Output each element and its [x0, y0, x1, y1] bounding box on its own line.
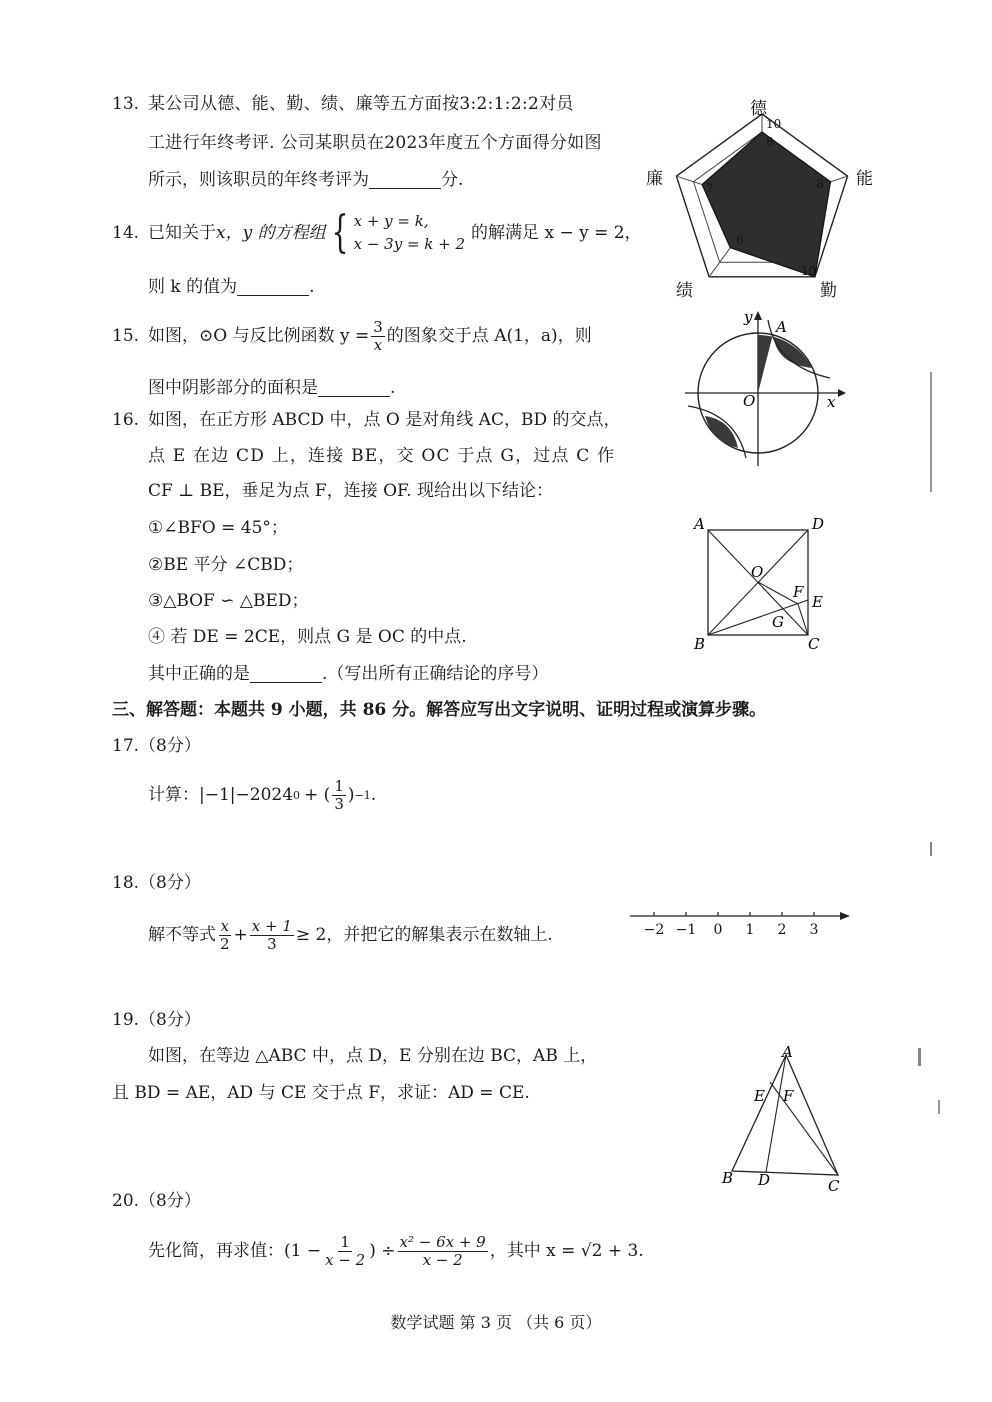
q18-plus: + — [233, 924, 248, 945]
q19-line1: 如图，在等边 △ABC 中，点 D，E 分别在边 BC，AB 上， — [148, 1046, 598, 1066]
q14-text-a: 已知关于 — [148, 222, 216, 243]
q16-number: 16. — [112, 410, 140, 430]
q18-text-a: 解不等式 — [148, 924, 216, 945]
q15-line1 — [148, 312, 592, 360]
q15-fraction — [371, 317, 385, 354]
q20-expression — [148, 1226, 644, 1276]
q13-line3-b: 分. — [441, 170, 464, 190]
q14-line1 — [148, 205, 642, 261]
radar-axis-label: 能 — [856, 169, 873, 189]
radar-axis-label: 廉 — [646, 169, 663, 189]
radar-axis-label: 绩 — [676, 281, 693, 301]
q20-f2-den: x − 2 — [422, 1250, 463, 1269]
q14-line2 — [148, 277, 315, 296]
q16-label-g: G — [772, 613, 784, 631]
q17-fraction — [332, 776, 346, 813]
q18-axis-arrow — [840, 912, 850, 920]
q16-line-of — [758, 582, 798, 604]
q18-tick-label: 0 — [713, 922, 723, 938]
q16-label-o: O — [751, 563, 764, 581]
q13-line3 — [148, 170, 463, 189]
q18-f2-num: x + 1 — [251, 916, 292, 935]
q13-answer-blank[interactable] — [369, 170, 441, 189]
q17-sup-0: 0 — [293, 788, 301, 802]
q16-label-c: C — [808, 635, 820, 653]
q20-text-a: 先化简，再求值：(1 − — [148, 1240, 322, 1261]
q18-tick-label: 1 — [745, 922, 755, 938]
q19-label-a: A — [782, 1043, 793, 1061]
q15-figure — [680, 308, 850, 468]
q18-fraction-1 — [218, 916, 232, 953]
q14-eq2: x − 3y = k + 2 — [353, 235, 466, 253]
q17-text-a: 计算：|−1|−2024 — [148, 784, 294, 805]
scan-mark-1 — [930, 372, 932, 492]
q15-frac-num: 3 — [373, 317, 383, 336]
q18-tick-label: 2 — [777, 922, 787, 938]
q20-f2-num: x² − 6x + 9 — [399, 1232, 486, 1251]
q16-label-f: F — [793, 583, 804, 601]
q19-figure — [718, 1045, 858, 1195]
q14-line2-b: . — [309, 277, 315, 297]
q18-f1-num: x — [220, 916, 229, 935]
q15-y-arrow — [754, 311, 762, 320]
radar-value-label: 10 — [800, 263, 817, 278]
q18-expression — [148, 912, 553, 958]
scan-mark-4 — [938, 1100, 940, 1114]
q13-line3-a: 所示，则该职员的年终考评为 — [148, 170, 369, 190]
q16-label-a: A — [694, 515, 705, 533]
q20-text-c: ，其中 x = √2 + 3. — [489, 1240, 644, 1261]
q16-line-be — [708, 600, 808, 635]
q13-radar-figure — [646, 92, 880, 307]
q15-line2-b: . — [390, 378, 396, 398]
q18-number-line — [628, 902, 858, 942]
q17-frac-num: 1 — [334, 776, 344, 795]
q14-number: 14. — [112, 223, 140, 243]
q20-text-b: ) ÷ — [369, 1240, 396, 1261]
q14-line2-a: 则 k 的值为 — [148, 277, 238, 297]
q15-label-a: A — [776, 318, 787, 336]
q16-conclusion-2: ②BE 平分 ∠CBD； — [148, 555, 304, 575]
q18-tick-label: −1 — [675, 922, 697, 938]
q16-label-b: B — [694, 635, 706, 653]
q16-answer-blank[interactable] — [250, 664, 322, 683]
q14-answer-blank[interactable] — [237, 277, 309, 296]
radar-value-label: 8 — [766, 135, 774, 149]
q18-tick-label: 3 — [809, 922, 819, 938]
q17-text-d: . — [370, 784, 377, 805]
q15-text-a: 如图，⊙O 与反比例函数 y = — [148, 325, 370, 346]
q15-frac-den: x — [373, 335, 383, 354]
q16-label-d: D — [812, 515, 825, 533]
radar-axis-label: 勤 — [820, 281, 837, 301]
q17-number: 17.（8分） — [112, 736, 201, 756]
q19-label-f: F — [783, 1087, 794, 1105]
q18-f2-den: 3 — [267, 934, 277, 953]
q16-conclusion-4: ④ 若 DE = 2CE，则点 G 是 OC 的中点. — [148, 627, 467, 647]
q16-line-end-b: .（写出所有正确结论的序号） — [322, 664, 549, 684]
q20-fraction-1 — [323, 1232, 367, 1269]
radar-value-label: 8 — [816, 176, 825, 191]
q13-number: 13. — [112, 94, 140, 114]
q16-line3: CF ⊥ BE，垂足为点 F，连接 OF. 现给出以下结论： — [148, 481, 553, 501]
q15-answer-blank[interactable] — [318, 378, 390, 397]
q17-frac-den: 3 — [334, 794, 344, 813]
q17-sup-neg1: −1 — [354, 788, 371, 802]
q15-shade-q1 — [758, 334, 812, 393]
q20-f1-num: 1 — [340, 1232, 350, 1251]
radar-value-label: 7 — [706, 181, 714, 196]
q18-number: 18.（8分） — [112, 873, 201, 893]
q14-system — [354, 210, 465, 257]
q15-line2 — [148, 378, 395, 397]
q19-label-b: B — [722, 1169, 734, 1187]
radar-chart — [646, 99, 873, 301]
scan-mark-2 — [930, 842, 932, 856]
page-footer: 数学试题 第 3 页 （共 6 页） — [390, 1313, 602, 1332]
q19-number: 19.（8分） — [112, 1010, 201, 1030]
q20-f1-den: x − 2 — [325, 1250, 366, 1269]
q16-conclusion-1: ①∠BFO = 45°； — [148, 518, 288, 538]
q19-label-d: D — [758, 1171, 771, 1189]
q19-line-ad — [766, 1055, 786, 1172]
q18-tick-label: −2 — [643, 922, 665, 938]
q15-label-y: y — [744, 308, 753, 326]
q16-line1: 如图，在正方形 ABCD 中，点 O 是对角线 AC，BD 的交点， — [148, 410, 621, 430]
q15-text-b: 的图象交于点 A(1，a)，则 — [386, 325, 592, 346]
q17-text-c: ) — [347, 784, 355, 805]
q16-figure — [688, 515, 838, 655]
q15-number: 15. — [112, 326, 140, 346]
radar-max-label: 10 — [766, 117, 782, 131]
q18-f1-den: 2 — [220, 934, 230, 953]
q15-label-o: O — [743, 392, 756, 410]
q19-triangle — [732, 1055, 838, 1175]
q14-eq1: x + y = k, — [353, 211, 429, 230]
q14-brace: { — [331, 207, 349, 259]
q15-shade-q3 — [705, 416, 738, 448]
q15-label-x: x — [827, 393, 836, 411]
q18-fraction-2 — [250, 916, 294, 953]
q19-label-e: E — [754, 1087, 765, 1105]
q19-label-c: C — [828, 1177, 840, 1195]
q16-line-end-a: 其中正确的是 — [148, 664, 250, 684]
q16-line-end — [148, 664, 548, 683]
q16-conclusion-3: ③△BOF ∽ △BED； — [148, 591, 309, 611]
section-3-heading: 三、解答题：本题共 9 小题，共 86 分。解答应写出文字说明、证明过程或演算步骤。 — [112, 700, 767, 720]
radar-axis-label: 德 — [750, 99, 767, 119]
q20-number: 20.（8分） — [112, 1191, 201, 1211]
q16-line2: 点 E 在边 CD 上，连接 BE，交 OC 于点 G，过点 C 作 — [148, 446, 616, 466]
radar-value-polygon — [702, 132, 830, 277]
q20-fraction-2 — [398, 1232, 488, 1269]
q17-text-b: + ( — [304, 784, 331, 805]
q18-text-b: ≥ 2，并把它的解集表示在数轴上. — [295, 924, 553, 945]
scan-mark-3 — [918, 1048, 921, 1066]
q16-label-e: E — [812, 593, 823, 611]
q15-line2-a: 图中阴影部分的面积是 — [148, 378, 318, 398]
q13-line1: 某公司从德、能、勤、绩、廉等五方面按3:2:1:2:2对员 — [148, 94, 574, 114]
q13-line2: 工进行年终考评. 公司某职员在2023年度五个方面得分如图 — [148, 133, 602, 153]
q17-expression — [148, 772, 376, 818]
q19-line2: 且 BD = AE，AD 与 CE 交于点 F，求证：AD = CE. — [112, 1083, 530, 1103]
q14-text-b: x，y 的方程组 — [216, 222, 326, 243]
q15-x-arrow — [838, 389, 846, 397]
q14-text-c: 的解满足 x − y = 2， — [471, 222, 642, 243]
radar-value-label: 6 — [736, 232, 744, 247]
